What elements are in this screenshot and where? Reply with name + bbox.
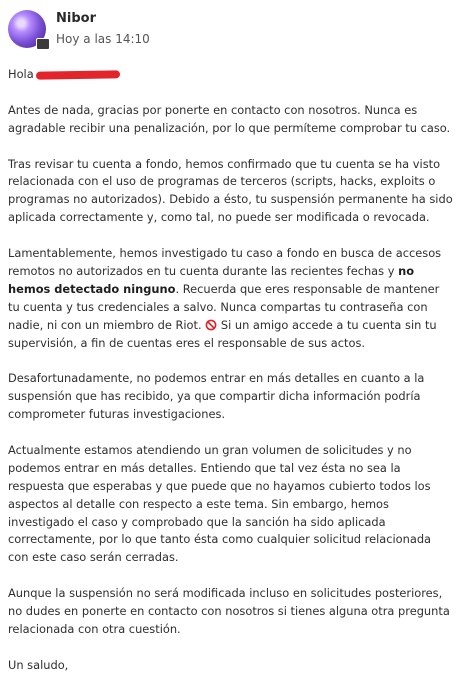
avatar-badge-icon — [36, 38, 50, 50]
paragraph-investigation-part2: . Recuerda que eres responsable de mantener tu cuenta y tus credenciales a salvo. Nunca compartas tu contraseña con nadie, ni con un miembro de Riot. — [8, 281, 440, 332]
paragraph-details: Desafortunadamente, no podemos entrar en más detalles en cuanto a la suspensión que has recibido, ya que compartir dicha información podría comprometer futuras investigaciones. — [8, 371, 425, 422]
message-body — [8, 66, 454, 675]
prohibited-icon — [205, 319, 217, 331]
paragraph-suspension: Tras revisar tu cuenta a fondo, hemos confirmado que tu cuenta se ha visto relacionada con el uso de programas de terceros (scripts, hacks, exploits o programas no autorizados). Debido a ésto, tu suspensión permanente ha sido aplicada correctamente y, como tal, no puede ser modificada o revocada. — [8, 156, 453, 225]
paragraph-contact: Aunque la suspensión no será modificada incluso en solicitudes posteriores, no dudes en ponerte en contacto con nosotros si tienes alguna otra pregunta relacionada con otra cuestión. — [8, 586, 450, 636]
message-timestamp: Hoy a las 14:10 — [56, 32, 150, 46]
author-name[interactable]: Nibor — [56, 11, 96, 26]
paragraph-investigation-part3: Si un amigo accede a tu cuenta sin tu supervisión, a fin de cuentas eres el responsable de sus actos. — [8, 317, 437, 350]
closing-line: Un saludo, — [8, 657, 69, 672]
paragraph-investigation-bold: no hemos detectado ninguno — [8, 263, 415, 296]
greeting-line — [8, 66, 454, 84]
paragraph-investigation-part1: Lamentablemente, hemos investigado tu caso a fondo en busca de accesos remotos no autorizados en tu cuenta durante las recientes fechas y — [8, 246, 442, 278]
paragraph-investigation — [8, 245, 454, 352]
paragraph-volume: Actualmente estamos atendiendo un gran volumen de solicitudes y no podemos entrar en más detalles. Entiendo que tal vez ésta no sea la respuesta que esperabas y que puede que no hayamos cubierto todos los aspectos al detalle con respecto a este tema. Sin embargo, hemos investigado el caso y comprobado que la sanción ha sido aplicada correctamente, por lo que tanto ésta como cualquier solicitud relacionada con este caso serán cerradas. — [8, 442, 432, 565]
message-header — [8, 10, 448, 50]
redaction-mark — [36, 70, 120, 79]
paragraph-intro: Antes de nada, gracias por ponerte en contacto con nosotros. Nunca es agradable recibir una penalización, por lo que permíteme comprobar tu caso. — [8, 102, 451, 135]
greeting-text: Hola — [8, 67, 34, 81]
